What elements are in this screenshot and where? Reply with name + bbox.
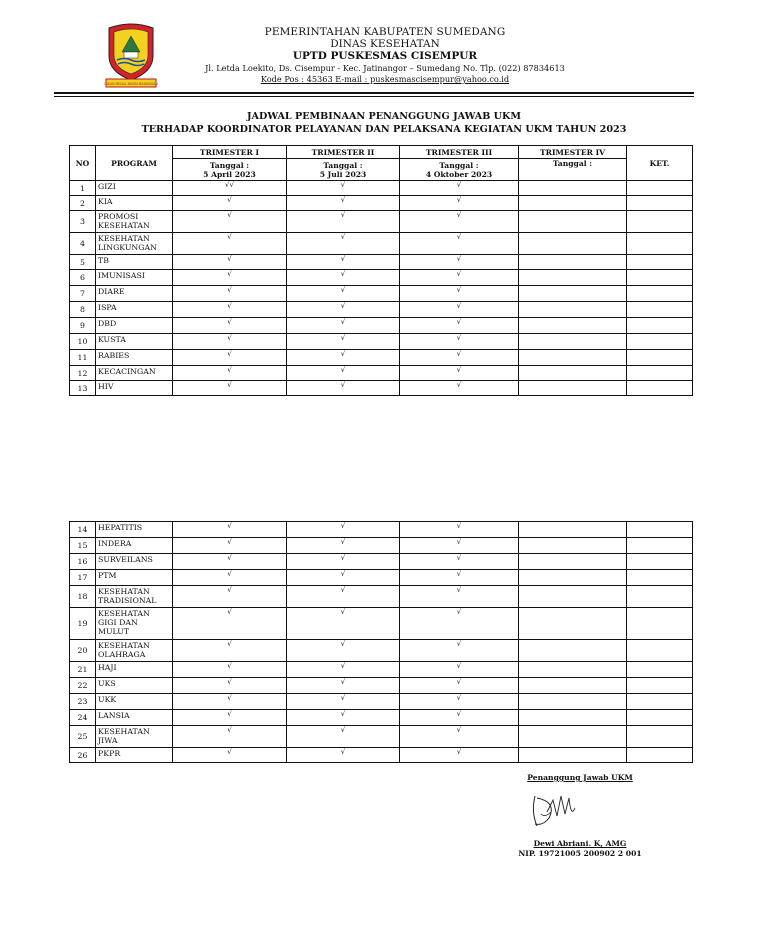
ket-cell — [627, 570, 693, 586]
trimester-1-check: √ — [173, 318, 287, 334]
row-number: 8 — [70, 302, 96, 318]
letterhead — [170, 26, 600, 85]
trimester-1-check: √ — [173, 586, 287, 608]
document-title — [60, 110, 708, 136]
trimester-3-check: √ — [400, 662, 519, 678]
table-row — [70, 181, 693, 196]
header-rule-thick — [54, 92, 694, 94]
program-name: HIV — [96, 381, 173, 396]
row-number: 9 — [70, 318, 96, 334]
trimester-2-check: √ — [287, 538, 400, 554]
trimester-2-check: √ — [287, 381, 400, 396]
program-name: KUSTA — [96, 334, 173, 350]
row-number: 23 — [70, 694, 96, 710]
trimester-1-check: √ — [173, 726, 287, 748]
tanggal-label: Tanggal : — [323, 160, 363, 170]
program-name: UKS — [96, 678, 173, 694]
trimester-2-check: √ — [287, 255, 400, 270]
trimester-3-check: √ — [400, 286, 519, 302]
program-name: HAJI — [96, 662, 173, 678]
trimester-1-check: √ — [173, 538, 287, 554]
table-row — [70, 678, 693, 694]
trimester-2-check: √ — [287, 640, 400, 662]
program-name: KESEHATAN LINGKUNGAN — [96, 233, 173, 255]
row-number: 5 — [70, 255, 96, 270]
row-number: 1 — [70, 181, 96, 196]
trimester-3-date-cell — [400, 159, 519, 181]
trimester-1-check: √ — [173, 608, 287, 640]
trimester-2-check: √ — [287, 211, 400, 233]
ket-cell — [627, 554, 693, 570]
program-name: KESEHATAN JIWA — [96, 726, 173, 748]
row-number: 22 — [70, 678, 96, 694]
trimester-1-check: √ — [173, 255, 287, 270]
trimester-3-check: √ — [400, 678, 519, 694]
ket-cell — [627, 608, 693, 640]
table-row — [70, 334, 693, 350]
row-number: 6 — [70, 270, 96, 286]
trimester-1-date-cell — [173, 159, 287, 181]
row-number: 3 — [70, 211, 96, 233]
trimester-4-check — [519, 726, 627, 748]
table-row — [70, 196, 693, 211]
row-number: 14 — [70, 522, 96, 538]
ket-cell — [627, 710, 693, 726]
trimester-4-check — [519, 334, 627, 350]
schedule-table-part-2 — [69, 521, 693, 763]
trimester-4-check — [519, 211, 627, 233]
row-number: 4 — [70, 233, 96, 255]
ket-cell — [627, 522, 693, 538]
tanggal-label: Tanggal : — [439, 160, 479, 170]
table-row — [70, 726, 693, 748]
trimester-4-check — [519, 318, 627, 334]
trimester-2-check: √ — [287, 233, 400, 255]
trimester-3-check: √ — [400, 270, 519, 286]
program-name: IMUNISASI — [96, 270, 173, 286]
ket-cell — [627, 350, 693, 366]
table-row — [70, 302, 693, 318]
ket-cell — [627, 318, 693, 334]
trimester-1-check: √ — [173, 211, 287, 233]
ket-cell — [627, 694, 693, 710]
row-number: 10 — [70, 334, 96, 350]
trimester-4-check — [519, 350, 627, 366]
trimester-2-check: √ — [287, 710, 400, 726]
trimester-1-check: √ — [173, 710, 287, 726]
trimester-3-check: √ — [400, 366, 519, 381]
trimester-2-check: √ — [287, 334, 400, 350]
trimester-1-check: √ — [173, 381, 287, 396]
contact-line: Kode Pos : 45363 E-mail : puskesmascisempur@yahoo.co.id — [260, 74, 510, 84]
trimester-3-check: √ — [400, 233, 519, 255]
table-row — [70, 640, 693, 662]
trimester-1-check: √ — [173, 286, 287, 302]
trimester-2-check: √ — [287, 270, 400, 286]
trimester-1-check: √ — [173, 662, 287, 678]
table-row — [70, 270, 693, 286]
ket-cell — [627, 678, 693, 694]
ket-cell — [627, 196, 693, 211]
trimester-3-date: 4 Oktober 2023 — [425, 169, 493, 179]
trimester-2-check: √ — [287, 748, 400, 763]
trimester-4-check — [519, 255, 627, 270]
program-name: PKPR — [96, 748, 173, 763]
row-number: 15 — [70, 538, 96, 554]
signature-title: Penanggung Jawab UKM — [527, 773, 633, 782]
title-line-1: JADWAL PEMBINAAN PENANGGUNG JAWAB UKM — [247, 111, 521, 122]
table-row — [70, 586, 693, 608]
signatory-name: Dewi Abriani. K, AMG — [533, 839, 627, 848]
trimester-3-check: √ — [400, 726, 519, 748]
trimester-1-check: √ — [173, 270, 287, 286]
trimester-1-check: √ — [173, 694, 287, 710]
signatory-nip: NIP. 19721005 200902 2 001 — [518, 849, 642, 858]
trimester-3-check: √ — [400, 694, 519, 710]
trimester-1-check: √ — [173, 570, 287, 586]
trimester-2-check: √ — [287, 608, 400, 640]
table-row — [70, 255, 693, 270]
trimester-3-check: √ — [400, 710, 519, 726]
program-name: RABIES — [96, 350, 173, 366]
ket-cell — [627, 366, 693, 381]
program-name: HEPATITIS — [96, 522, 173, 538]
ket-cell — [627, 255, 693, 270]
trimester-4-check — [519, 710, 627, 726]
trimester-1-check: √ — [173, 748, 287, 763]
table-row — [70, 286, 693, 302]
trimester-4-check — [519, 270, 627, 286]
program-name: PTM — [96, 570, 173, 586]
ket-cell — [627, 233, 693, 255]
trimester-2-check: √ — [287, 726, 400, 748]
trimester-2-check: √ — [287, 586, 400, 608]
trimester-1-check: √ — [173, 302, 287, 318]
table-row — [70, 233, 693, 255]
trimester-2-check: √ — [287, 678, 400, 694]
table-row — [70, 522, 693, 538]
tanggal-label: Tanggal : — [552, 159, 593, 168]
ket-cell — [627, 381, 693, 396]
ket-cell — [627, 302, 693, 318]
row-number: 21 — [70, 662, 96, 678]
trimester-1-check: √ — [173, 196, 287, 211]
trimester-4-check — [519, 302, 627, 318]
trimester-3-check: √ — [400, 302, 519, 318]
table-row — [70, 748, 693, 763]
program-name: DBD — [96, 318, 173, 334]
table-row — [70, 381, 693, 396]
row-number: 20 — [70, 640, 96, 662]
ket-cell — [627, 748, 693, 763]
row-number: 26 — [70, 748, 96, 763]
program-name: GIZI — [96, 181, 173, 196]
trimester-4-check — [519, 366, 627, 381]
trimester-3-check: √ — [400, 570, 519, 586]
trimester-2-check: √ — [287, 570, 400, 586]
department-name: DINAS KESEHATAN — [330, 38, 440, 50]
government-name: PEMERINTAHAN KABUPATEN SUMEDANG — [264, 26, 506, 38]
ket-cell — [627, 538, 693, 554]
trimester-3-check: √ — [400, 586, 519, 608]
trimester-3-check: √ — [400, 554, 519, 570]
institution-name: UPTD PUSKESMAS CISEMPUR — [292, 50, 478, 62]
trimester-4-check — [519, 608, 627, 640]
row-number: 18 — [70, 586, 96, 608]
ket-cell — [627, 586, 693, 608]
header-trimester-1: TRIMESTER I — [173, 146, 287, 159]
trimester-2-date: 5 Juli 2023 — [319, 169, 367, 179]
trimester-3-check: √ — [400, 608, 519, 640]
trimester-2-check: √ — [287, 181, 400, 196]
trimester-3-check: √ — [400, 181, 519, 196]
ket-cell — [627, 640, 693, 662]
trimester-4-check — [519, 538, 627, 554]
trimester-3-check: √ — [400, 640, 519, 662]
trimester-1-check: √ — [173, 678, 287, 694]
program-name: SURVEILANS — [96, 554, 173, 570]
program-name: TB — [96, 255, 173, 270]
trimester-4-check — [519, 522, 627, 538]
row-number: 7 — [70, 286, 96, 302]
header-rule-thin — [54, 96, 694, 97]
trimester-2-check: √ — [287, 522, 400, 538]
trimester-3-check: √ — [400, 196, 519, 211]
trimester-3-check: √ — [400, 211, 519, 233]
address-line: Jl. Letda Loekito, Ds. Cisempur - Kec. Jatinangor – Sumedang No. Tlp. (022) 87834613 — [205, 63, 565, 73]
header-ket: KET. — [627, 146, 693, 181]
trimester-3-check: √ — [400, 748, 519, 763]
trimester-4-check — [519, 286, 627, 302]
trimester-2-check: √ — [287, 286, 400, 302]
trimester-3-check: √ — [400, 255, 519, 270]
ket-cell — [627, 726, 693, 748]
header-no: NO — [70, 146, 96, 181]
trimester-4-check — [519, 570, 627, 586]
tanggal-label: Tanggal : — [209, 160, 250, 170]
trimester-2-date-cell — [287, 159, 400, 181]
row-number: 19 — [70, 608, 96, 640]
ket-cell — [627, 286, 693, 302]
ket-cell — [627, 334, 693, 350]
table-row — [70, 211, 693, 233]
table-row — [70, 608, 693, 640]
table-row — [70, 350, 693, 366]
row-number: 17 — [70, 570, 96, 586]
trimester-4-check — [519, 381, 627, 396]
trimester-1-check: √ — [173, 640, 287, 662]
kabupaten-sumedang-logo — [104, 22, 158, 88]
trimester-2-check: √ — [287, 554, 400, 570]
program-name: KESEHATAN OLAHRAGA — [96, 640, 173, 662]
trimester-4-check — [519, 554, 627, 570]
trimester-3-check: √ — [400, 381, 519, 396]
trimester-2-check: √ — [287, 366, 400, 381]
trimester-4-check — [519, 748, 627, 763]
program-name: KESEHATAN GIGI DAN MULUT — [96, 608, 173, 640]
program-name: PROMOSI KESEHATAN — [96, 211, 173, 233]
program-name: KESEHATAN TRADISIONAL — [96, 586, 173, 608]
schedule-table-part-1 — [69, 145, 693, 396]
header-trimester-4: TRIMESTER IV — [519, 146, 627, 159]
ket-cell — [627, 270, 693, 286]
table-row — [70, 538, 693, 554]
program-name: UKK — [96, 694, 173, 710]
trimester-2-check: √ — [287, 350, 400, 366]
program-name: DIARE — [96, 286, 173, 302]
table-row — [70, 554, 693, 570]
row-number: 12 — [70, 366, 96, 381]
table-row — [70, 366, 693, 381]
table-row — [70, 570, 693, 586]
header-trimester-2: TRIMESTER II — [287, 146, 400, 159]
trimester-4-date-cell — [519, 159, 627, 181]
trimester-2-check: √ — [287, 318, 400, 334]
program-name: KIA — [96, 196, 173, 211]
trimester-4-check — [519, 196, 627, 211]
trimester-1-check: √ — [173, 350, 287, 366]
handwritten-signature — [527, 788, 579, 832]
trimester-1-check: √ — [173, 334, 287, 350]
title-line-2: TERHADAP KOORDINATOR PELAYANAN DAN PELAKSANA KEGIATAN UKM TAHUN 2023 — [141, 124, 627, 135]
trimester-1-check: √ — [173, 366, 287, 381]
row-number: 25 — [70, 726, 96, 748]
ket-cell — [627, 181, 693, 196]
program-name: LANSIA — [96, 710, 173, 726]
trimester-1-date: 5 April 2023 — [203, 169, 256, 179]
trimester-3-check: √ — [400, 334, 519, 350]
trimester-2-check: √ — [287, 302, 400, 318]
trimester-3-check: √ — [400, 538, 519, 554]
program-name: ISPA — [96, 302, 173, 318]
trimester-2-check: √ — [287, 694, 400, 710]
trimester-4-check — [519, 181, 627, 196]
trimester-2-check: √ — [287, 662, 400, 678]
trimester-4-check — [519, 662, 627, 678]
trimester-4-check — [519, 640, 627, 662]
header-program: PROGRAM — [96, 146, 173, 181]
row-number: 11 — [70, 350, 96, 366]
row-number: 13 — [70, 381, 96, 396]
table-row — [70, 710, 693, 726]
trimester-3-check: √ — [400, 350, 519, 366]
trimester-4-check — [519, 586, 627, 608]
logo-motto: INSUN MEDAL INSUN MADANGAN — [104, 82, 158, 86]
trimester-2-check: √ — [287, 196, 400, 211]
row-number: 16 — [70, 554, 96, 570]
row-number: 24 — [70, 710, 96, 726]
table-row — [70, 318, 693, 334]
trimester-3-check: √ — [400, 522, 519, 538]
trimester-1-check: √ — [173, 522, 287, 538]
row-number: 2 — [70, 196, 96, 211]
trimester-1-check: √√ — [173, 181, 287, 196]
trimester-1-check: √ — [173, 233, 287, 255]
header-trimester-3: TRIMESTER III — [400, 146, 519, 159]
trimester-1-check: √ — [173, 554, 287, 570]
program-name: KECACINGAN — [96, 366, 173, 381]
ket-cell — [627, 662, 693, 678]
program-name: INDERA — [96, 538, 173, 554]
table-row — [70, 694, 693, 710]
ket-cell — [627, 211, 693, 233]
trimester-4-check — [519, 694, 627, 710]
trimester-4-check — [519, 678, 627, 694]
trimester-4-check — [519, 233, 627, 255]
trimester-3-check: √ — [400, 318, 519, 334]
table-row — [70, 662, 693, 678]
